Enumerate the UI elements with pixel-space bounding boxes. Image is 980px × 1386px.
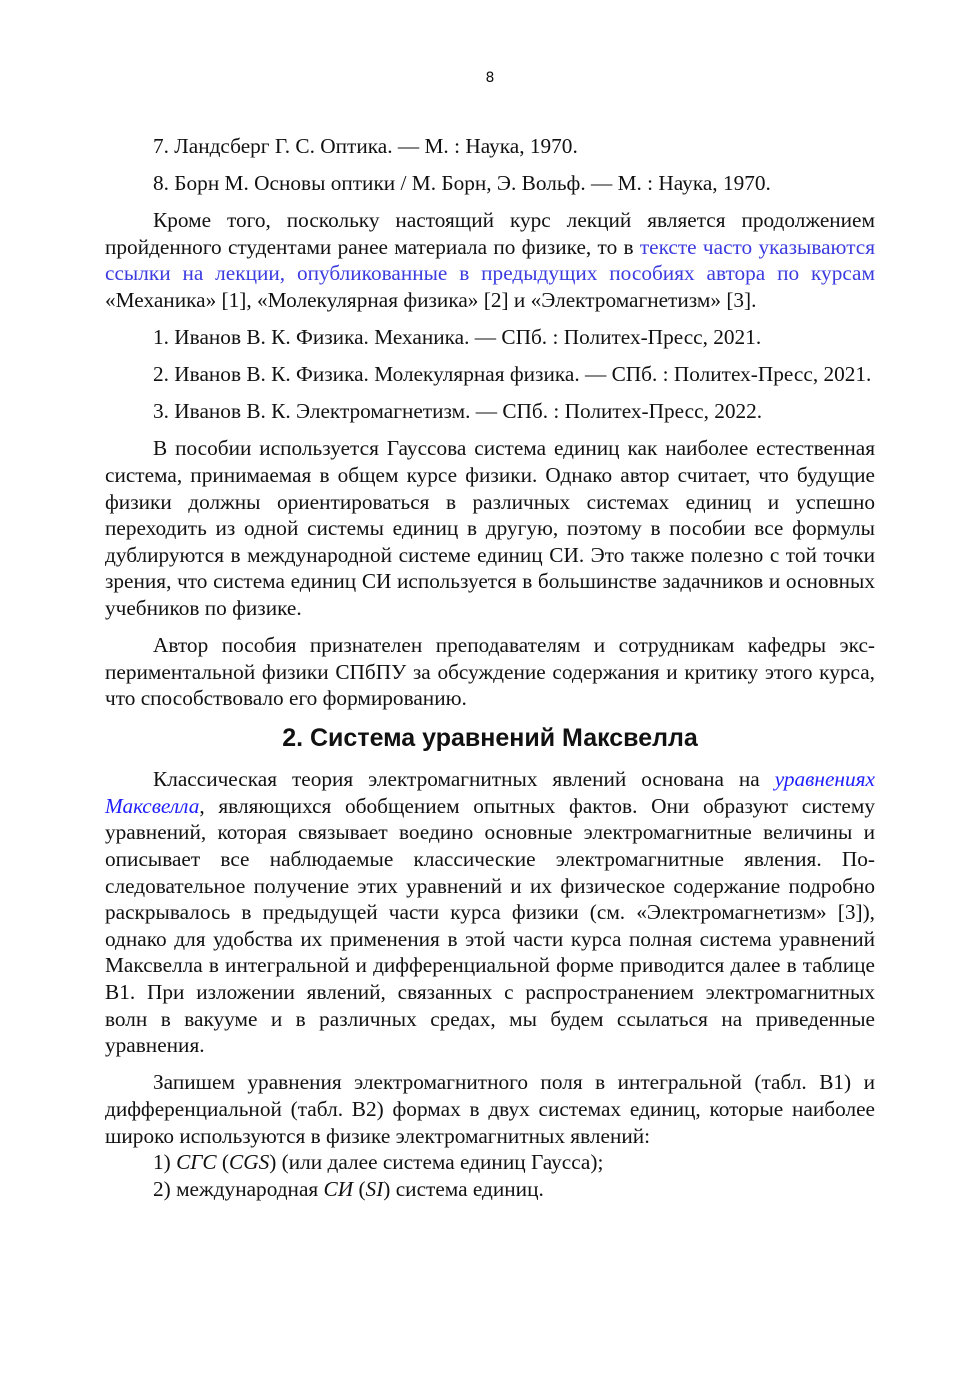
unit-abbr: СИ <box>323 1176 354 1201</box>
list-item-mid: ( <box>353 1176 366 1201</box>
reference-item: 1. Иванов В. К. Физика. Механика. — СПб. : Политех-Пресс, 2021. <box>153 325 762 350</box>
intro-paragraph <box>105 207 875 313</box>
list-item-suffix: ) (или далее система единиц Гаусса); <box>269 1150 604 1175</box>
thanks-paragraph: Автор пособия признателен преподавателям и сотрудникам кафедры экспериментальной физики СПбПУ за обсуждение содержания и критику этого курса, что способствовало его формированию. <box>105 633 875 711</box>
maxwell-text-after: , являющихся обобщением опытных фактов. Они образуют систему уравнений, которая связывает воедино основные электромагнитные величины и описывает все наблюдаемые классические электромагнитные явления. Последовательное получение этих уравнений и их физическое содержание подробно раскрывалось в предыдущей части курса физики (см. «Электромагнетизм» [3]), однако для удобства их применения в этой части курса полная система уравнений Максвелла в интегральной и дифференциальной форме приводится далее в таблице В1. При изложении явлений, связанных с распространением электромагнитных волн в вакууме и в различных средах, мы будем ссылаться на приведенные уравнения. <box>105 793 875 1058</box>
intro-text-before: Кроме того, поскольку настоящий курс лекций является продолжением пройденного студентами ранее материала по физике, то в <box>105 208 875 259</box>
reference-item: 8. Борн М. Основы оптики / М. Борн, Э. Вольф. — М. : Наука, 1970. <box>153 171 771 196</box>
list-item <box>105 1176 875 1203</box>
unit-abbr-latin: CGS <box>229 1150 270 1175</box>
maxwell-text-before: Классическая теория электромагнитных явлений основана на <box>153 767 775 792</box>
unit-abbr-latin: SI <box>365 1176 384 1201</box>
list-item-mid: ( <box>216 1150 230 1175</box>
page-number: 8 <box>485 70 495 86</box>
list-item <box>105 1149 875 1176</box>
unit-abbr: СГС <box>176 1150 217 1175</box>
equations-paragraph: Запишем уравнения электромагнитного поля в интегральной (табл. В1) и дифференциальной (табл. В2) формах в двух системах единиц, которые наиболее широко используются в физике электромагнитных явлений: <box>105 1070 875 1148</box>
reference-item: 3. Иванов В. К. Электромагнетизм. — СПб. : Политех-Пресс, 2022. <box>153 399 763 424</box>
maxwell-equations-link[interactable]: уравнениях Максвелла <box>105 767 875 818</box>
reference-item: 2. Иванов В. К. Физика. Молекулярная физика. — СПб. : Политех-Пресс, 2021. <box>153 362 872 387</box>
intro-link[interactable]: тексте часто указываются ссылки на лекции, опубликованные в предыдущих пособиях автора по курсам <box>105 234 876 286</box>
units-paragraph: В пособии используется Гауссова система единиц как наиболее естественная система, принимаемая в общем курсе физики. Однако автор считает, что будущие физики должны ориентироваться в различных системах единиц и успешно переходить из одной системы единиц в другую, поэтому в пособии все формулы дублируются в международной системе единиц СИ. Это также полезно с той точки зрения, что система единиц СИ используется в большинстве задачников и основных учебников по физике. <box>105 436 875 620</box>
page-content <box>105 133 875 1202</box>
list-item-prefix: 2) международная <box>153 1176 324 1201</box>
maxwell-paragraph <box>105 766 875 1059</box>
reference-item: 7. Ландсберг Г. С. Оптика. — М. : Наука, 1970. <box>153 134 578 158</box>
list-item-prefix: 1) <box>153 1150 177 1175</box>
intro-text-after: «Механика» [1], «Молекулярная физика» [2] и «Электромагнетизм» [3]. <box>105 287 757 312</box>
list-item-suffix: ) система единиц. <box>383 1176 544 1201</box>
section-title: 2. Система уравнений Максвелла <box>282 724 698 753</box>
